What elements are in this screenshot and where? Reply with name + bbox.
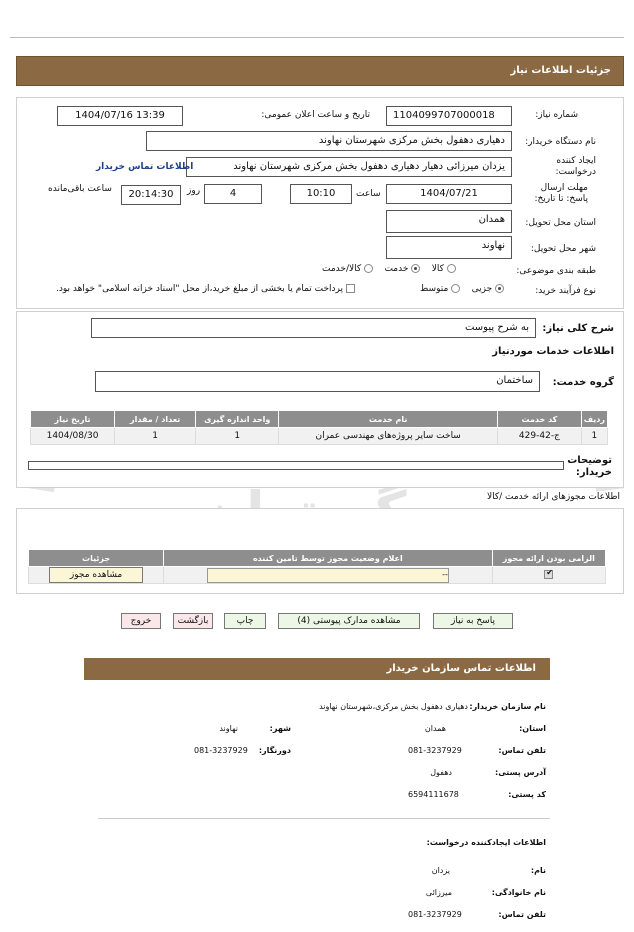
category-goods-radio[interactable]	[447, 264, 456, 273]
print-button[interactable]: چاپ	[224, 613, 266, 629]
permits-table-header	[29, 550, 606, 567]
col-code: کد خدمت	[498, 411, 582, 428]
cell-unit: 1	[196, 428, 279, 445]
days-field: 4	[204, 184, 262, 204]
contact-city-label: شهر:	[269, 724, 291, 733]
contact-fax-value: 081-3237929	[194, 746, 248, 755]
check-icon: ✔	[546, 568, 553, 577]
summary-field: به شرح پیوست	[91, 318, 536, 338]
treasury-note: پرداخت تمام یا بخشی از مبلغ خرید،از محل "اسناد خزانه اسلامی" خواهد بود.	[56, 284, 344, 294]
exit-button[interactable]: خروج	[121, 613, 161, 629]
permit-required-checkbox	[544, 570, 553, 579]
table-row	[29, 567, 606, 584]
treasury-checkbox[interactable]	[346, 284, 355, 293]
creator-name-value: یزدان	[431, 866, 450, 875]
page-title: جزئیات اطلاعات نیاز	[510, 65, 611, 76]
col-unit: واحد اندازه گیری	[196, 411, 279, 428]
permit-status-field[interactable]: --	[207, 568, 449, 583]
contact-postal-label: کد پستی:	[508, 790, 546, 799]
days-label: روز	[187, 186, 201, 196]
services-table-header	[31, 411, 608, 428]
page-header	[16, 56, 624, 86]
view-documents-button[interactable]: مشاهده مدارک پیوستی (4)	[278, 613, 420, 629]
back-button[interactable]: بازگشت	[173, 613, 213, 629]
process-minor-radio[interactable]	[495, 284, 504, 293]
deadline-label: مهلت ارسال پاسخ: تا تاریخ:	[534, 183, 588, 204]
announce-label: تاریخ و ساعت اعلان عمومی:	[261, 110, 370, 120]
buyer-field: دهیاری دهفول بخش مرکزی شهرستان نهاوند	[146, 131, 512, 151]
treasury-payment-option	[56, 284, 355, 294]
category-service-label: خدمت	[384, 264, 409, 274]
contact-postal-value: 6594111678	[408, 790, 459, 799]
remaining-label: ساعت باقی‌مانده	[48, 184, 112, 194]
city-field: نهاوند	[386, 236, 512, 259]
col-required: الزامی بودن ارائه مجوز	[492, 550, 605, 567]
deadline-date-field: 1404/07/21	[386, 184, 512, 204]
contact-org-value: دهیاری دهفول بخش مرکزی،شهرستان نهاوند	[319, 702, 468, 711]
col-details: جزئیات	[29, 550, 164, 567]
view-permit-button[interactable]: مشاهده مجوز	[49, 567, 143, 583]
contact-phone-label: تلفن تماس:	[498, 746, 546, 755]
contact-fax-label: دورنگار:	[258, 746, 291, 755]
process-medium-radio[interactable]	[451, 284, 460, 293]
cell-date: 1404/08/30	[31, 428, 115, 445]
province-label: استان محل تحویل:	[525, 218, 596, 228]
category-both-radio[interactable]	[364, 264, 373, 273]
buyer-contact-link[interactable]: اطلاعات تماس خریدار	[96, 162, 194, 172]
buyer-label: نام دستگاه خریدار:	[525, 137, 596, 147]
cell-name: ساخت سایر پروژه‌های مهندسی عمران	[279, 428, 498, 445]
contact-province-label: استان:	[519, 724, 546, 733]
contact-city-value: نهاوند	[219, 724, 238, 733]
process-medium-label: متوسط	[420, 284, 449, 294]
cell-row: 1	[581, 428, 607, 445]
contact-divider	[98, 818, 550, 819]
col-date: تاریخ نیاز	[31, 411, 115, 428]
category-service-radio[interactable]	[411, 264, 420, 273]
creator-label: ایجاد کننده درخواست:	[555, 156, 596, 177]
permits-title: اطلاعات مجوزهای ارائه خدمت /کالا	[486, 492, 620, 502]
contact-address-value: دهفول	[430, 768, 452, 777]
creator-phone-label: تلفن تماس:	[498, 910, 546, 919]
col-row: ردیف	[581, 411, 607, 428]
process-options	[420, 284, 504, 294]
reply-button[interactable]: پاسخ به نیاز	[433, 613, 513, 629]
buyer-notes-field	[28, 461, 564, 470]
remaining-time-field: 20:14:30	[121, 185, 181, 205]
contact-province-value: همدان	[424, 724, 446, 733]
top-divider	[10, 37, 624, 38]
contact-header	[84, 658, 550, 680]
province-field: همدان	[386, 210, 512, 233]
buyer-notes-label: توضیحات خریدار:	[567, 455, 612, 478]
contact-phone-value: 081-3237929	[408, 746, 462, 755]
contact-org-label: نام سازمان خریدار:	[469, 702, 546, 711]
summary-label: شرح کلی نیاز:	[542, 323, 614, 334]
deadline-time-label: ساعت	[356, 189, 381, 199]
col-qty: تعداد / مقدار	[115, 411, 196, 428]
col-name: نام خدمت	[279, 411, 498, 428]
table-row	[31, 428, 608, 445]
process-minor-label: جزیی	[471, 284, 493, 294]
creator-family-label: نام خانوادگی:	[491, 888, 546, 897]
contact-address-label: آدرس پستی:	[495, 768, 546, 777]
process-label: نوع فرآیند خرید:	[535, 286, 596, 296]
services-title: اطلاعات خدمات موردنیاز	[492, 346, 614, 357]
services-table	[30, 410, 608, 445]
group-label: گروه خدمت:	[552, 377, 614, 388]
need-number-field: 1104099707000018	[386, 106, 512, 126]
deadline-time-field: 10:10	[290, 184, 352, 204]
cell-code: ج-42-429	[498, 428, 582, 445]
group-field: ساختمان	[95, 371, 540, 392]
creator-name-label: نام:	[530, 866, 546, 875]
announce-field: 1404/07/16 13:39	[57, 106, 183, 126]
creator-family-value: میرزائی	[425, 888, 452, 897]
city-label: شهر محل تحویل:	[530, 244, 596, 254]
category-both-label: کالا/خدمت	[322, 264, 362, 274]
category-goods-label: کالا	[431, 264, 444, 274]
contact-title: اطلاعات تماس سازمان خریدار	[386, 663, 536, 674]
creator-info-title: اطلاعات ایجادکننده درخواست:	[426, 838, 546, 847]
creator-field: یزدان میرزائی دهیار دهیاری دهفول بخش مرکزی شهرستان نهاوند	[186, 157, 512, 177]
category-options	[322, 264, 456, 274]
col-status: اعلام وضعیت مجوز توسط تامین کننده	[164, 550, 492, 567]
category-label: طبقه بندی موضوعی:	[516, 266, 596, 276]
permits-table	[28, 549, 606, 584]
cell-qty: 1	[115, 428, 196, 445]
need-number-label: شماره نیاز:	[535, 110, 578, 120]
creator-phone-value: 081-3237929	[408, 910, 462, 919]
